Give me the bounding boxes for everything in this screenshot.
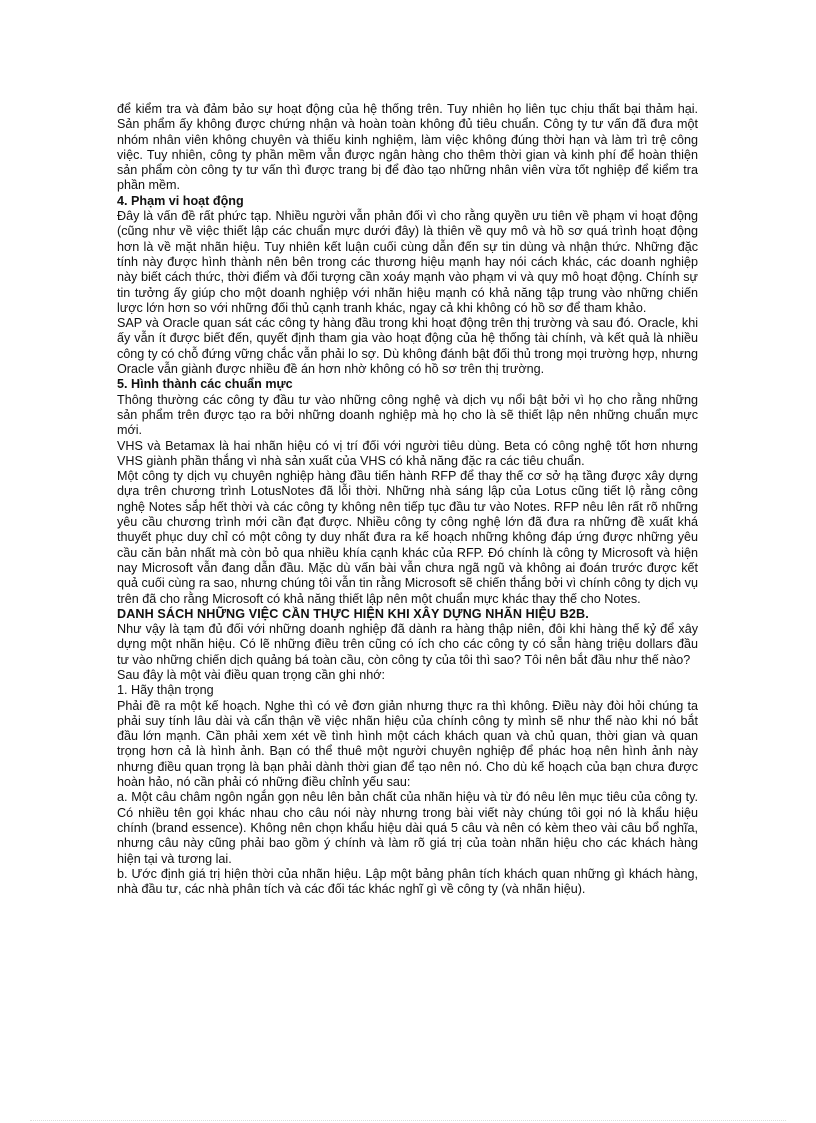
paragraph-intro: để kiểm tra và đảm bảo sự hoạt động của hệ thống trên. Tuy nhiên họ liên tục chịu thất bại thảm hại. Sản phẩm ấy không được chứng nhận và hoàn toàn không đủ tiêu chuẩn. Công ty tư vấn đã đưa một nhóm nhân viên không chuyên và thiếu kinh nghiệm, làm việc không đúng thời hạn và làm trì trệ công việc. Tuy nhiên, công ty phần mềm vẫn được ngân hàng cho thêm thời gian và kinh phí để hoàn thiện sản phẩm còn công ty tư vấn thì được trang bị để đào tạo những nhân viên vừa tốt nghiệp để kiểm tra phần mềm. xyxy=(117,102,698,193)
paragraph-b2b-intro: Như vậy là tạm đủ đối với những doanh nghiệp đã dành ra hàng thập niên, đôi khi hàng thế kỷ để xây dựng một nhãn hiệu. Có lẽ những điều trên cũng có ích cho các công ty có sẵn hàng triệu dollars đầu tư vào những chiến dịch quảng bá toàn cầu, còn công ty của tôi thì sao? Tôi nên bắt đầu như thế nào? xyxy=(117,622,698,667)
list-item-be-careful: 1. Hãy thận trọng xyxy=(117,683,214,698)
heading-scope: 4. Phạm vi hoạt động xyxy=(117,193,244,208)
paragraph-key-points: Sau đây là một vài điều quan trọng cần ghi nhớ: xyxy=(117,667,386,682)
paragraph-vhs-betamax: VHS và Betamax là hai nhãn hiệu có vị trí đối với người tiêu dùng. Beta có công nghệ tốt hơn nhưng VHS giành phần thắng vì nhà sản xuất của VHS có khả năng đặc ra các tiêu chuẩn. xyxy=(117,438,698,468)
document-page xyxy=(117,102,698,897)
heading-b2b-checklist: DANH SÁCH NHỮNG VIỆC CẦN THỰC HIỆN KHI XÂY DỰNG NHÃN HIỆU B2B. xyxy=(117,606,589,621)
heading-standards: 5. Hình thành các chuẩn mực xyxy=(117,377,293,392)
list-item-brand-essence: a. Một câu châm ngôn ngắn gọn nêu lên bản chất của nhãn hiệu và từ đó nêu lên mục tiêu của công ty. Có nhiều tên gọi khác nhau cho câu nói này nhưng trong bài viết này chúng tôi gọi nó là khẩu hiệu chính (brand essence). Không nên chọn khẩu hiệu dài quá 5 câu và nên có kèm theo vài câu bổ nghĩa, nhưng câu này cũng phải bao gồm ý chính và làm rõ giá trị của toàn nhãn hiệu cho các khách hàng hiện tại và tương lai. xyxy=(117,790,698,866)
list-item-brand-value: b. Ước định giá trị hiện thời của nhãn hiệu. Lập một bảng phân tích khách quan những gì khách hàng, nhà đầu tư, các nhà phân tích và các đối tác khác nghĩ gì về công ty (và nhãn hiệu). xyxy=(117,866,698,897)
paragraph-lotus-notes: Một công ty dịch vụ chuyên nghiệp hàng đầu tiến hành RFP để thay thế cơ sở hạ tầng được xây dựng dựa trên chương trình LotusNotes đã lỗi thời. Những nhà sáng lập của Lotus cũng tiết lộ rằng công nghệ Notes sắp hết thời và các công ty không nên tiếp tục đầu tư vào Notes. RFP nêu lên rất rõ những yêu cầu chương trình mới cần đạt được. Nhiều công ty công nghệ lớn đã đưa ra những đề xuất khá thuyết phục duy chỉ có một công ty duy nhất đưa ra kế hoạch những không đáp ứng được những yêu cầu căn bản nhất mà còn bỏ qua nhiều khía cạnh khác của RFP. Đó chính là công ty Microsoft và hiện nay Microsoft vẫn đang dẫn đầu. Mặc dù vấn bài vẫn chưa ngã ngũ và không ai đoán trước được kết quả cuối cùng ra sao, nhưng chúng tôi vẫn tin rằng Microsoft sẽ chiến thắng bởi vì chính công ty dịch vụ trên đã cho rằng Microsoft có khả năng thiết lập nên một chuẩn mực khác thay thế cho Notes. xyxy=(117,469,698,606)
page-bottom-edge xyxy=(30,1120,786,1121)
paragraph-sap-oracle: SAP và Oracle quan sát các công ty hàng đầu trong khi hoạt động trên thị trường và sau đó. Oracle, khi ấy vẫn ít được biết đến, quyết định tham gia vào hoạt động của hệ thống tài chính, và kết quả là nhiều công ty có chỗ đứng vững chắc vẫn phải lo sợ. Dù không đánh bật đối thủ trong mọi trường hợp, nhưng Oracle vẫn giành được nhiều đề án hơn nhờ không có hồ sơ trên thị trường. xyxy=(117,316,698,377)
paragraph-standards: Thông thường các công ty đầu tư vào những công nghệ và dịch vụ nổi bật bởi vì họ cho rằng những sản phẩm trên được tạo ra bởi những doanh nghiệp mà họ cho là sẽ thiết lập nên những chuẩn mực mới. xyxy=(117,392,698,438)
paragraph-scope: Đây là vấn đề rất phức tạp. Nhiều người vẫn phản đối vì cho rằng quyền ưu tiên về phạm vi hoạt động (cũng như về việc thiết lập các chuẩn mực dưới đây) là thiên về quy mô và hồ sơ quá trình hoạt động hơn là về mặt nhãn hiệu. Tuy nhiên kết luận cuối cùng dẫn đến sự tin dùng và nhận thức. Những đặc tính này được hình thành nên bên trong các thương hiệu mạnh hay nói cách khác, các doanh nghiệp này biết cách thức, thời điểm và đối tượng cần xoáy mạnh vào phạm vi và quy mô hoạt động. Chính sự tin tưởng ấy giúp cho một doanh nghiệp với nhãn hiệu mạnh có khả năng tập trung vào những chiến lược lớn hơn so với những đối thủ cạnh tranh khác, ngay cả khi không có hồ sơ để tham khảo. xyxy=(117,209,698,315)
paragraph-plan: Phải đề ra một kế hoạch. Nghe thì có vẻ đơn giản nhưng thực ra thì không. Điều này đòi hỏi chúng ta phải suy tính lâu dài và cẩn thận về việc nhãn hiệu của chính công ty mình sẽ như thế nào khi nó bắt đầu lớn mạnh. Cần phải xem xét về tình hình một cách khách quan và chủ quan, thời gian và quan trọng hơn cả là hình ảnh. Bạn có thể thuê một người chuyên nghiệp để phác hoạ nên hình ảnh này nhưng điều quan trọng là bạn phải dành thời gian để tạo nên nó. Cho dù kế hoạch của bạn chưa được hoàn hảo, nó cần phải có những điều chỉnh yếu sau: xyxy=(117,698,698,790)
